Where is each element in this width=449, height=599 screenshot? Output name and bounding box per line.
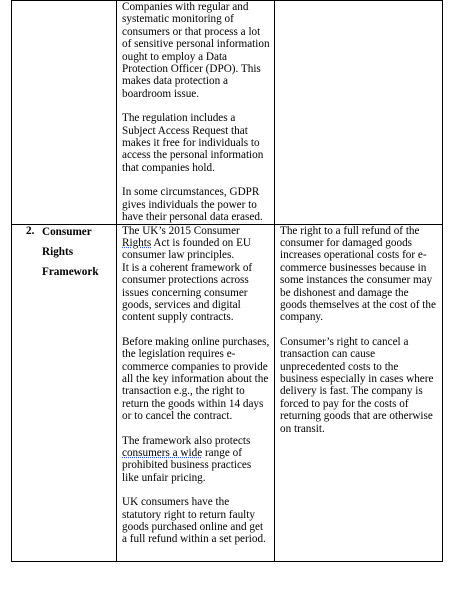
row2-heading-cell	[12, 224, 117, 561]
row1-heading-cell	[12, 1, 117, 225]
table-row	[12, 224, 443, 561]
row1-paragraph-subject-access: The regulation includes a Subject Access Request that makes it free for individuals to access the personal information that companies hold.	[122, 112, 264, 174]
row1-paragraph-erasure: In some circumstances, GDPR gives individuals the power to have their personal data erased.	[122, 186, 263, 224]
row2-paragraph-prohibited-practices	[122, 435, 270, 485]
row2-impact-cell	[275, 224, 443, 561]
row1-paragraph-dpo: Companies with regular and systematic monitoring of consumers or that process a lot of sensitive personal information ought to employ a Data Protection Officer (DPO). This makes data protection a boardroom issue.	[122, 1, 270, 100]
row2-paragraph-framework: It is a coherent framework of consumer protections across issues concerning consumer goods, services and digital content supply contracts.	[122, 261, 253, 324]
row2-paragraph-act-text-2: Act is founded on EU consumer law principles.	[122, 236, 251, 262]
grammar-check-phrase[interactable]: consumers a wide	[122, 447, 203, 459]
row2-paragraph-refund-right: UK consumers have the statutory right to return faulty goods purchased online and get a full refund within a set period.	[122, 496, 266, 546]
row2-paragraph-act-text-1: The UK’s 2015 Consumer	[122, 224, 240, 237]
row2-impact-refund: The right to a full refund of the consumer for damaged goods increases operational costs for e-commerce businesses because in some instances the consumer may be dishonest and damage the goods themselves at the cost of the company.	[280, 224, 436, 324]
row2-paragraph-act	[122, 225, 270, 262]
comparison-table	[11, 0, 443, 562]
row1-description-cell	[117, 1, 275, 225]
row2-paragraph-online-purchases: Before making online purchases, the legislation requires e-commerce companies to provide all the key information about the transaction e.g., the right to return the goods within 14 days or to cancel the contract.	[122, 335, 270, 423]
spellcheck-word[interactable]: Rights	[122, 236, 152, 249]
row2-paragraph-practices-text-2: range of prohibited business practices like unfair pricing.	[122, 447, 252, 484]
table-row	[12, 1, 443, 225]
row2-impact-cancel: Consumer’s right to cancel a transaction can cause unprecedented costs to the business especially in cases where delivery is fast. The company is forced to pay for the costs of returning goods that are otherwise on transit.	[280, 335, 434, 435]
row2-heading-number: 2.	[26, 224, 35, 237]
row2-description-cell	[117, 224, 275, 561]
row2-paragraph-practices-text-1: The framework also protects	[122, 434, 251, 447]
row1-impact-cell	[275, 1, 443, 225]
row2-heading-title: Consumer Rights Framework	[42, 225, 99, 278]
